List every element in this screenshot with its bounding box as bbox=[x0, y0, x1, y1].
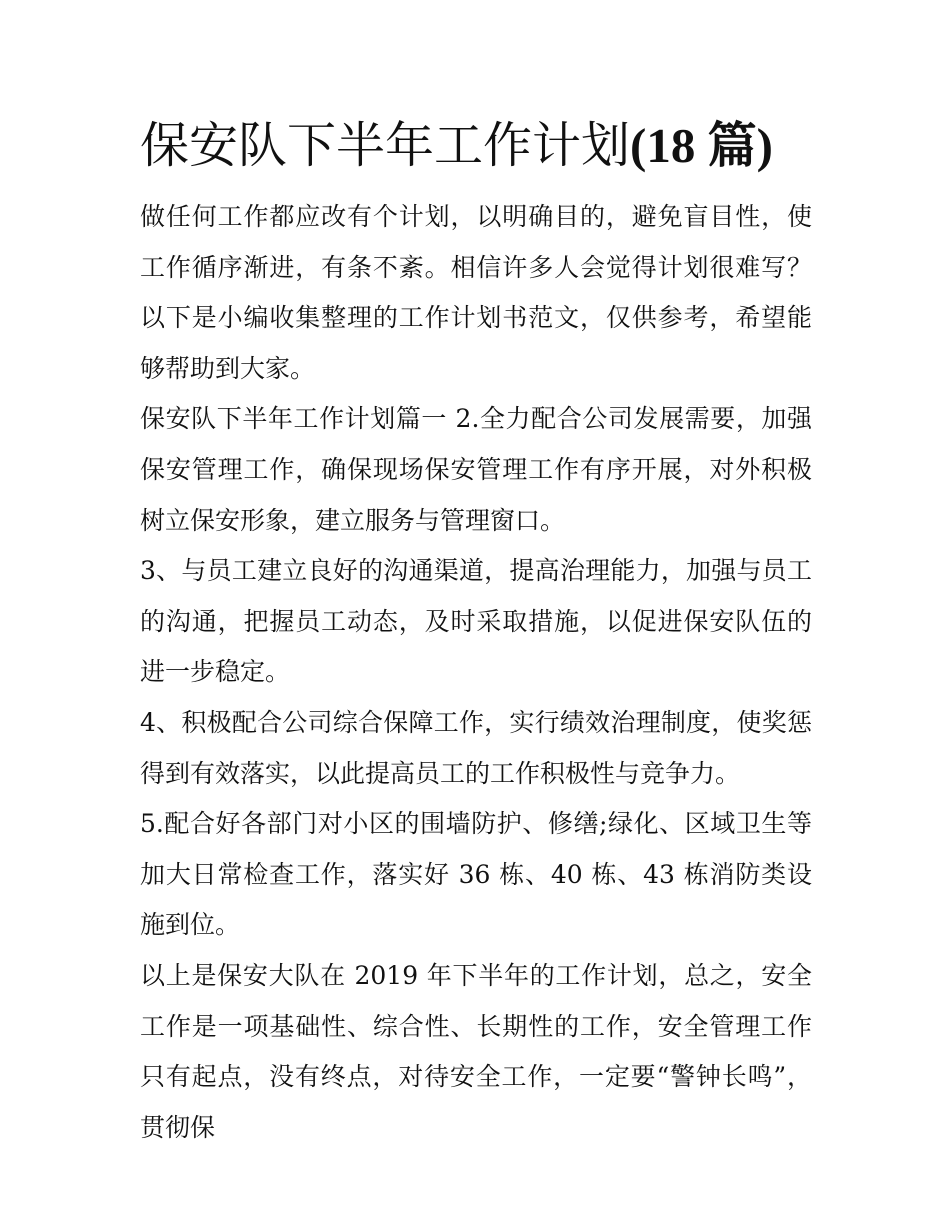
title-suffix-text: (18 篇) bbox=[630, 118, 773, 173]
paragraph-item-3: 3、与员工建立良好的沟通渠道，提高治理能力，加强与员工的沟通，把握员工动态，及时采取措施，以促进保安队伍的进一步稳定。 bbox=[140, 556, 812, 687]
paragraph-item-2: 保安队下半年工作计划篇一 2.全力配合公司发展需要，加强保安管理工作，确保现场保安管理工作有序开展，对外积极树立保安形象，建立服务与管理窗口。 bbox=[140, 404, 812, 535]
document-title bbox=[140, 110, 812, 182]
paragraph-item-5: 5.配合好各部门对小区的围墙防护、修缮;绿化、区域卫生等加大日常检查工作，落实好 36 栋、40 栋、43 栋消防类设施到位。 bbox=[140, 809, 812, 940]
title-main-text: 保安队下半年工作计划 bbox=[140, 117, 631, 174]
intro-paragraph: 做任何工作都应改有个计划，以明确目的，避免盲目性，使工作循序渐进，有条不紊。相信许多人会觉得计划很难写？以下是小编收集整理的工作计划书范文，仅供参考，希望能够帮助到大家。 bbox=[140, 202, 812, 383]
paragraph-item-4: 4、积极配合公司综合保障工作，实行绩效治理制度，使奖惩得到有效落实，以此提高员工的工作积极性与竞争力。 bbox=[140, 707, 812, 788]
summary-paragraph: 以上是保安大队在 2019 年下半年的工作计划，总之，安全工作是一项基础性、综合性、长期性的工作，安全管理工作只有起点，没有终点，对待安全工作，一定要“警钟长鸣”，贯彻保 bbox=[140, 960, 812, 1142]
document-page bbox=[140, 110, 812, 1153]
